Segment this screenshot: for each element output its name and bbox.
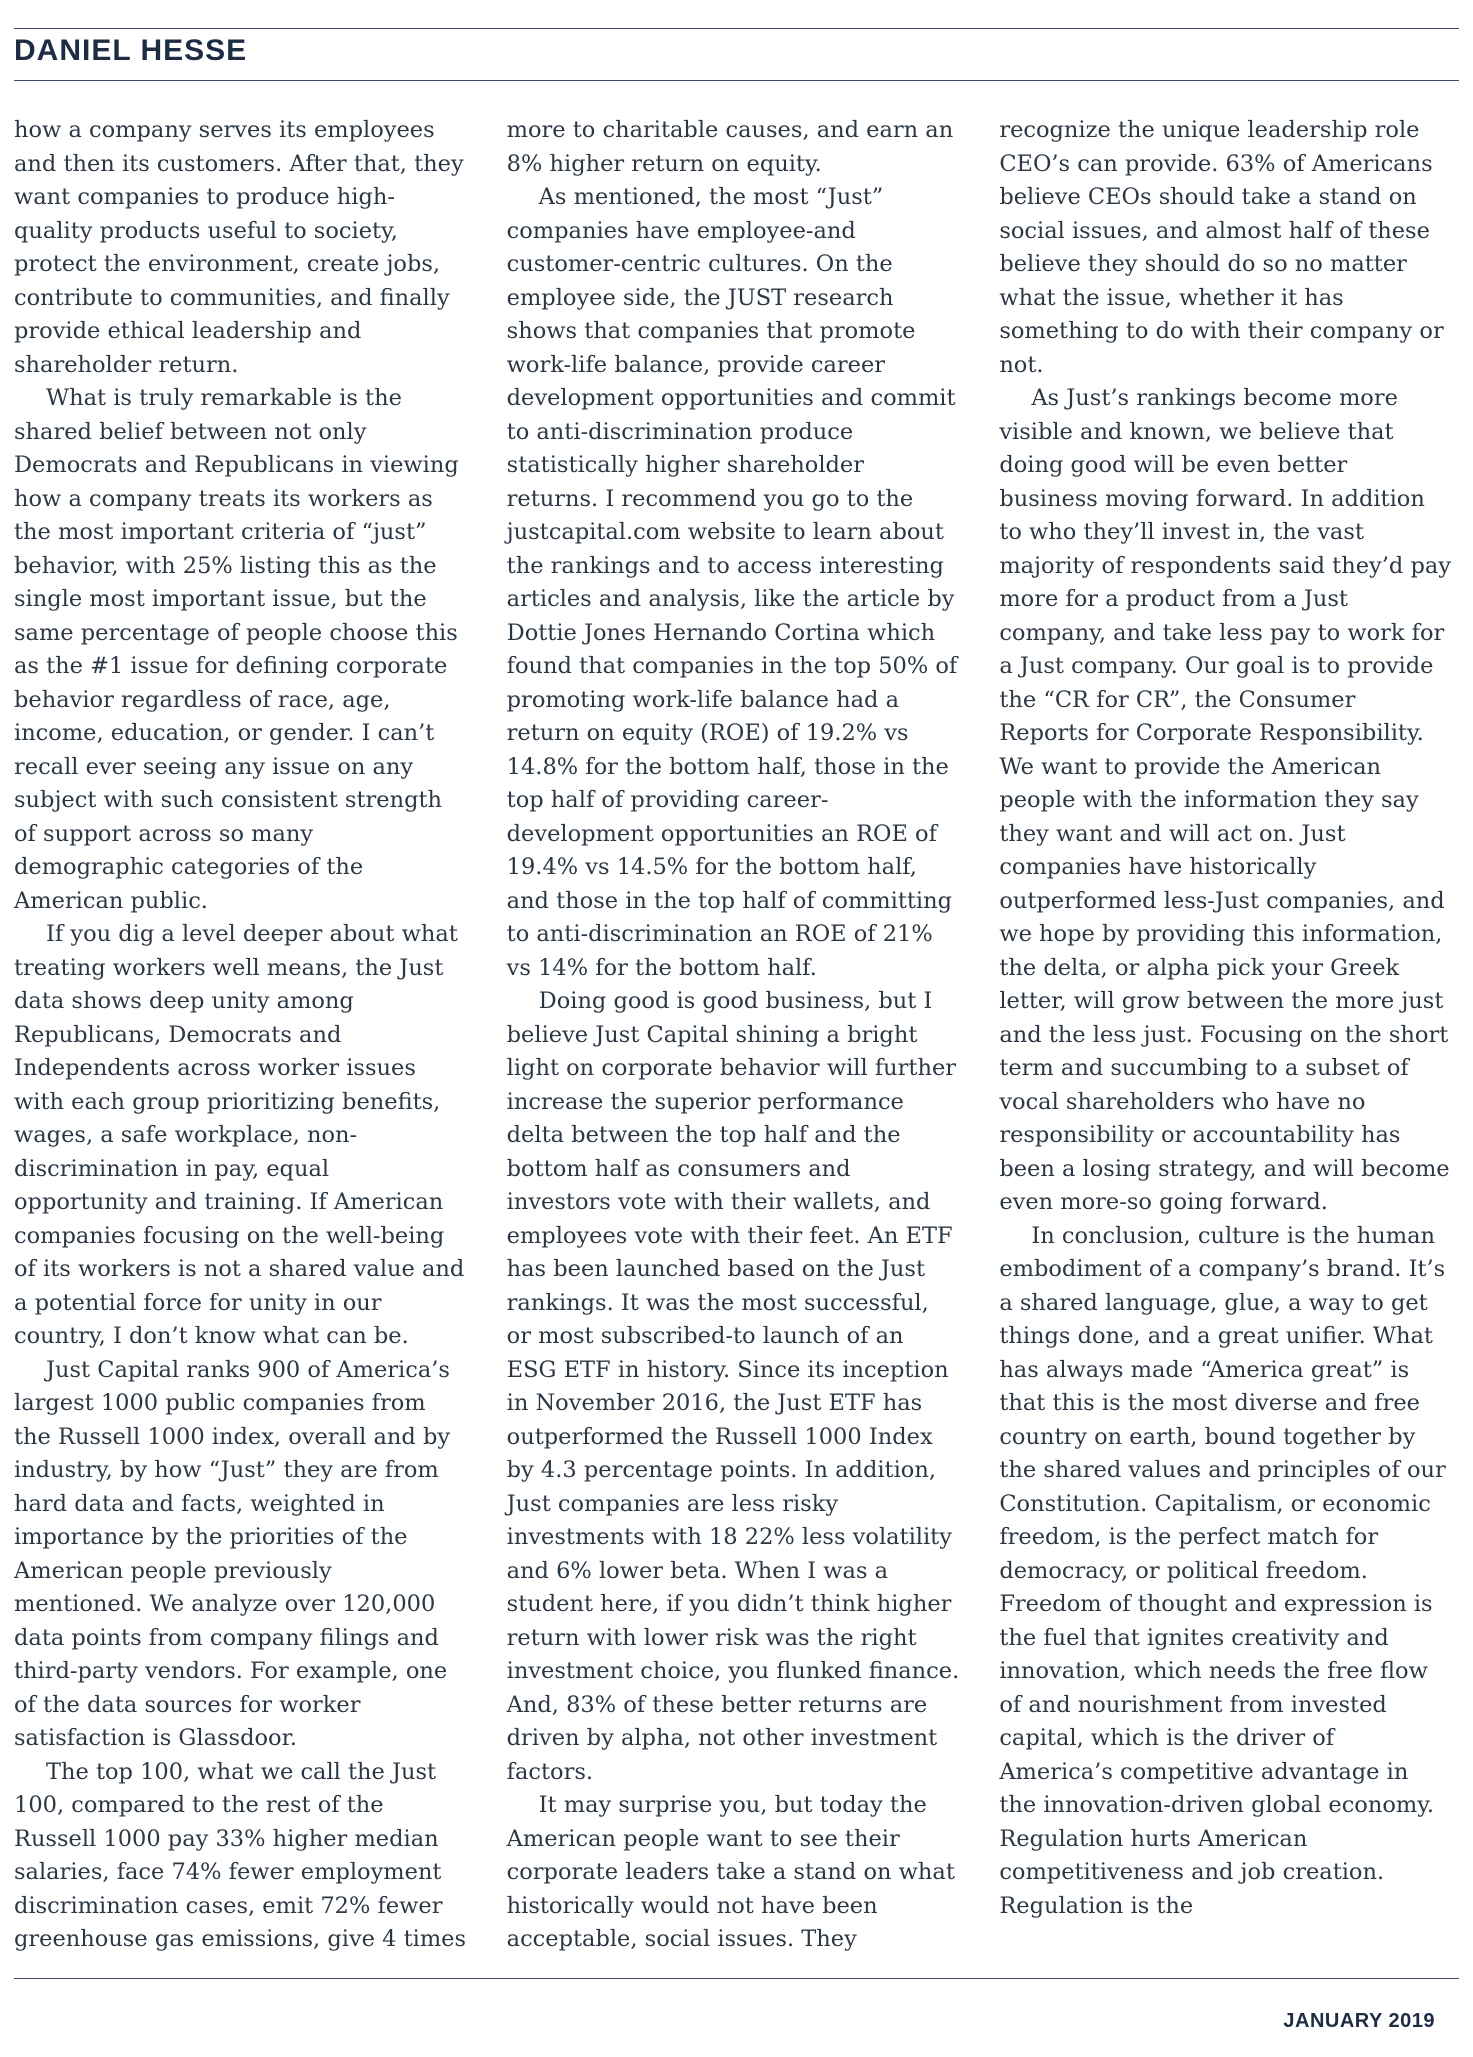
article-paragraph: If you dig a level deeper about what treating workers well means, the Just data shows deep unity among Republicans, Democrats and Independents across worker issues with each group prioritizing benefits, wages, a safe workplace, non-discrimination in pay, equal opportunity and training. If American companies focusing on the well-being of its workers is not a shared value and a potential force for unity in our country, I don’t know what can be. bbox=[14, 921, 465, 1349]
article-paragraph: What is truly remarkable is the shared belief between not only Democrats and Republicans in viewing how a company treats its workers as the most important criteria of “just” behavior, with 25% listing this as the single most important issue, but the same percentage of people choose this as the #1 issue for defining corporate behavior regardless of race, age, income, education, or gender. I can’t recall ever seeing any issue on any subject with such consistent strength of support across so many demographic categories of the American public. bbox=[14, 385, 459, 914]
article-paragraph: Just Capital ranks 900 of America’s largest 1000 public companies from the Russell 1000 index, overall and by industry, by how “Just” they are from hard data and facts, weighted in importance by the priorities of the American people previously mentioned. We analyze over 120,000 data points from company filings and third-party vendors. For example, one of the data sources for worker satisfaction is Glassdoor. bbox=[14, 1356, 451, 1751]
article-paragraph: As Just’s rankings become more visible and known, we believe that doing good will be even better business moving forward. In addition to who they’ll invest in, the vast majority of respondents said they’d pay more for a product from a Just company, and take less pay to work for a Just company. Our goal is to provide the “CR for CR”, the Consumer Reports for Corporate Responsibility. We want to provide the American people with the information they say they want and will act on. Just companies have historically outperformed less-Just companies, and we hope by providing this information, the delta, or alpha pick your Greek letter, will grow between the more just and the less just. Focusing on the short term and succumbing to a subset of vocal shareholders who have no responsibility or accountability has been a losing strategy, and will become even more-so going forward. bbox=[999, 385, 1451, 1215]
article-paragraph: how a company serves its employees and then its customers. After that, they want companies to produce high-quality products useful to society, protect the environment, create jobs, contribute to communities, and finally provide ethical leadership and shareholder return. bbox=[14, 117, 464, 378]
article-paragraph: In conclusion, culture is the human embodiment of a company’s brand. It’s a shared language, glue, a way to get things done, and a great unifier. What has always made “America great” is that this is the most diverse and free country on earth, bound together by the shared values and principles of our Constitution. Capitalism, or economic freedom, is the perfect match for democracy, or political freedom. Freedom of thought and expression is the fuel that ignites creativity and innovation, which needs the free flow of and nourishment from invested capital, which is the driver of America’s competitive advantage in the innovation-driven global economy. Regulation hurts American competitiveness and job creation. Regulation is the bbox=[999, 1222, 1446, 1919]
article-body bbox=[14, 114, 1452, 1964]
article-paragraph: As mentioned, the most “Just” companies have employee-and customer-centric cultures. On the employee side, the JUST research shows that companies that promote work-life balance, provide career development opportunities and commit to anti-discrimination produce statistically higher shareholder returns. I recommend you go to the justcapital.com website to learn about the rankings and to access interesting articles and analysis, like the article by Dottie Jones Hernando Cortina which found that companies in the top 50% of promoting work-life balance had a return on equity (ROE) of 19.2% vs 14.8% for the bottom half, those in the top half of providing career-development opportunities an ROE of 19.4% vs 14.5% for the bottom half, and those in the top half of committing to anti-discrimination an ROE of 21% vs 14% for the bottom half. bbox=[506, 184, 958, 981]
article-paragraph: Doing good is good business, but I believe Just Capital shining a bright light on corporate behavior will further increase the superior performance delta between the top half and the bottom half as consumers and investors vote with their wallets, and employees vote with their feet. An ETF has been launched based on the Just rankings. It was the most successful, or most subscribed-to launch of an ESG ETF in history. Since its inception in November 2016, the Just ETF has outperformed the Russell 1000 Index by 4.3 percentage points. In addition, Just companies are less risky investments with 18 22% less volatility and 6% lower beta. When I was a student here, if you didn’t think higher return with lower risk was the right investment choice, you flunked finance. And, 83% of these better returns are driven by alpha, not other investment factors. bbox=[506, 988, 960, 1785]
issue-date: JANUARY 2019 bbox=[1283, 2010, 1435, 2032]
footer-rule bbox=[14, 1978, 1459, 1979]
author-name: DANIEL HESSE bbox=[14, 34, 248, 67]
article-paragraph: It may surprise you, but today the American people want to see their corporate leaders take a stand on what historically would not have been acceptable, social issues. They recognize the unique leadership role CEO’s can provide. 63% of Americans believe CEOs should take a stand on social issues, and almost half of these believe they should do so no matter what the issue, whether it has something to do with their company or not. bbox=[506, 117, 1444, 1952]
header-top-rule bbox=[14, 28, 1459, 29]
header-bottom-rule bbox=[14, 80, 1459, 81]
article-paragraph: The top 100, what we call the Just 100, compared to the rest of the Russell 1000 pay 33% higher median salaries, face 74% fewer employment discrimination cases, emit 72% fewer greenhouse gas emissions, give 4 times more to charitable causes, and earn an 8% higher return on equity. bbox=[14, 117, 954, 1952]
